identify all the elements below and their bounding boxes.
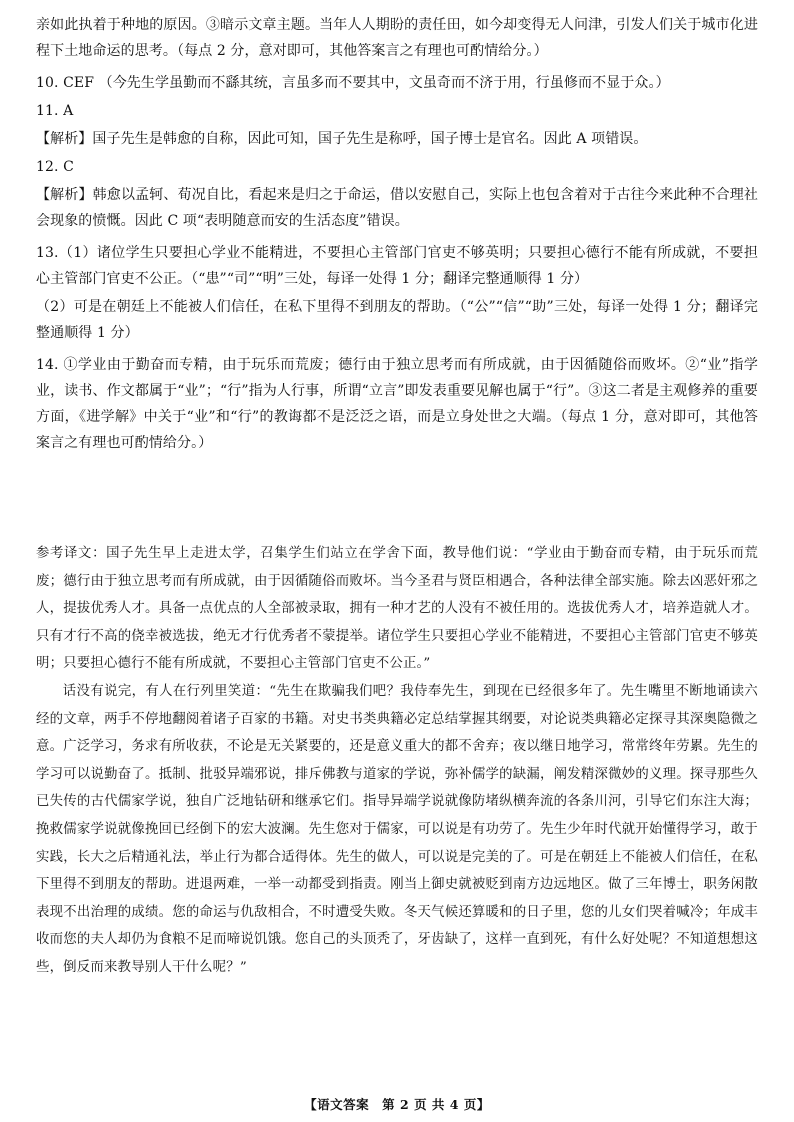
q10-answer: 10. CEF （今先生学虽勤而不繇其统，言虽多而不要其中，文虽奇而不济于用，行虽修而不显于众。） xyxy=(36,75,670,91)
q14-answer: 14. ①学业由于勤奋而专精，由于玩乐而荒废；德行由于独立思考而有所成就，由于因循随俗而败坏。②“业”指学业，读书、作文都属于“业”；“行”指为人行事，所谓“立言”即发表重要见解也属于“行”。③这二者是主观修养的重要方面，《进学解》中关于“业”和“行”的教诲都不是泛泛之语，而是立身处世之大端。（每点 1 分，意对即可，其他答案言之有理也可酌情给分。） xyxy=(36,357,758,451)
translation-paragraph-1: 参考译文：国子先生早上走进太学，召集学生们站立在学舍下面，教导他们说：“学业由于勤奋而专精，由于玩乐而荒废；德行由于独立思考而有所成就，由于因循随俗而败坏。当今圣君与贤臣相遇合，各种法律全部实施。除去凶恶奸邪之人，提拔优秀人才。具备一点优点的人全部被录取，拥有一种才艺的人没有不被任用的。选拔优秀人才，培养造就人才。只有才行不高的侥幸被选拔，绝无才行优秀者不蒙提举。诸位学生只要担心学业不能精进，不要担心主管部门官吏不够英明；只要担心德行不能有所成就，不要担心主管部门官吏不公正。” xyxy=(36,546,758,672)
page-footer: 【语文答案 第 2 页 共 4 页】 xyxy=(304,1097,490,1112)
q9-answer-continuation: 亲如此执着于种地的原因。③暗示文章主题。当年人人期盼的责任田，如今却变得无人问津，引发人们关于城市化进程下土地命运的思考。（每点 2 分，意对即可，其他答案言之有理也可酌情给分。） xyxy=(36,17,758,59)
q11-analysis: 【解析】国子先生是韩愈的自称，因此可知，国子先生是称呼，国子博士是官名。因此 A 项错误。 xyxy=(36,131,648,147)
q11-answer: 11. A xyxy=(36,103,74,119)
reference-translation xyxy=(36,540,758,982)
q13-part2-answer: （2）可是在朝廷上不能被人们信任，在私下里得不到朋友的帮助。（“公”“信”“助”三处，每译一处得 1 分；翻译完整通顺得 1 分） xyxy=(36,299,758,341)
q13-part1-answer: 13.（1）诸位学生只要担心学业不能精进，不要担心主管部门官吏不够英明；只要担心德行不能有所成就，不要担心主管部门官吏不公正。（“患”“司”“明”三处，每译一处得 1 分；翻译完整通顺得 1 分） xyxy=(36,245,758,287)
q12-analysis: 【解析】韩愈以孟轲、荀况自比，看起来是归之于命运，借以安慰自己，实际上也包含着对于古往今来此种不合理社会现象的愤慨。因此 C 项“表明随意而安的生活态度”错误。 xyxy=(36,187,758,229)
translation-paragraph-2: 话没有说完，有人在行列里笑道：“先生在欺骗我们吧？我侍奉先生，到现在已经很多年了。先生嘴里不断地诵读六经的文章，两手不停地翻阅着诸子百家的书籍。对史书类典籍必定总结掌握其纲要，对论说类典籍必定探寻其深奥隐微之意。广泛学习，务求有所收获，不论是无关紧要的，还是意义重大的都不舍弃；夜以继日地学习，常常终年劳累。先生的学习可以说勤奋了。抵制、批驳异端邪说，排斥佛教与道家的学说，弥补儒学的缺漏，阐发精深微妙的义理。探寻那些久已失传的古代儒家学说，独自广泛地钻研和继承它们。指导异端学说就像防堵纵横奔流的各条川河，引导它们东注大海；挽救儒家学说就像挽回已经倒下的宏大波澜。先生您对于儒家，可以说是有功劳了。先生少年时代就开始懂得学习，敢于实践，长大之后精通礼法，举止行为都合适得体。先生的做人，可以说是完美的了。可是在朝廷上不能被人们信任，在私下里得不到朋友的帮助。进退两难，一举一动都受到指责。刚当上御史就被贬到南方边远地区。做了三年博士，职务闲散表现不出治理的成绩。您的命运与仇敌相合，不时遭受失败。冬天气候还算暖和的日子里，您的儿女们哭着喊冷；年成丰收而您的夫人却仍为食粮不足而啼说饥饿。您自己的头顶秃了，牙齿缺了，这样一直到死，有什么好处呢？不知道想想这些，倒反而来教导别人干什么呢？” xyxy=(36,683,758,975)
answer-content xyxy=(36,12,758,462)
q12-answer: 12. C xyxy=(36,159,74,175)
